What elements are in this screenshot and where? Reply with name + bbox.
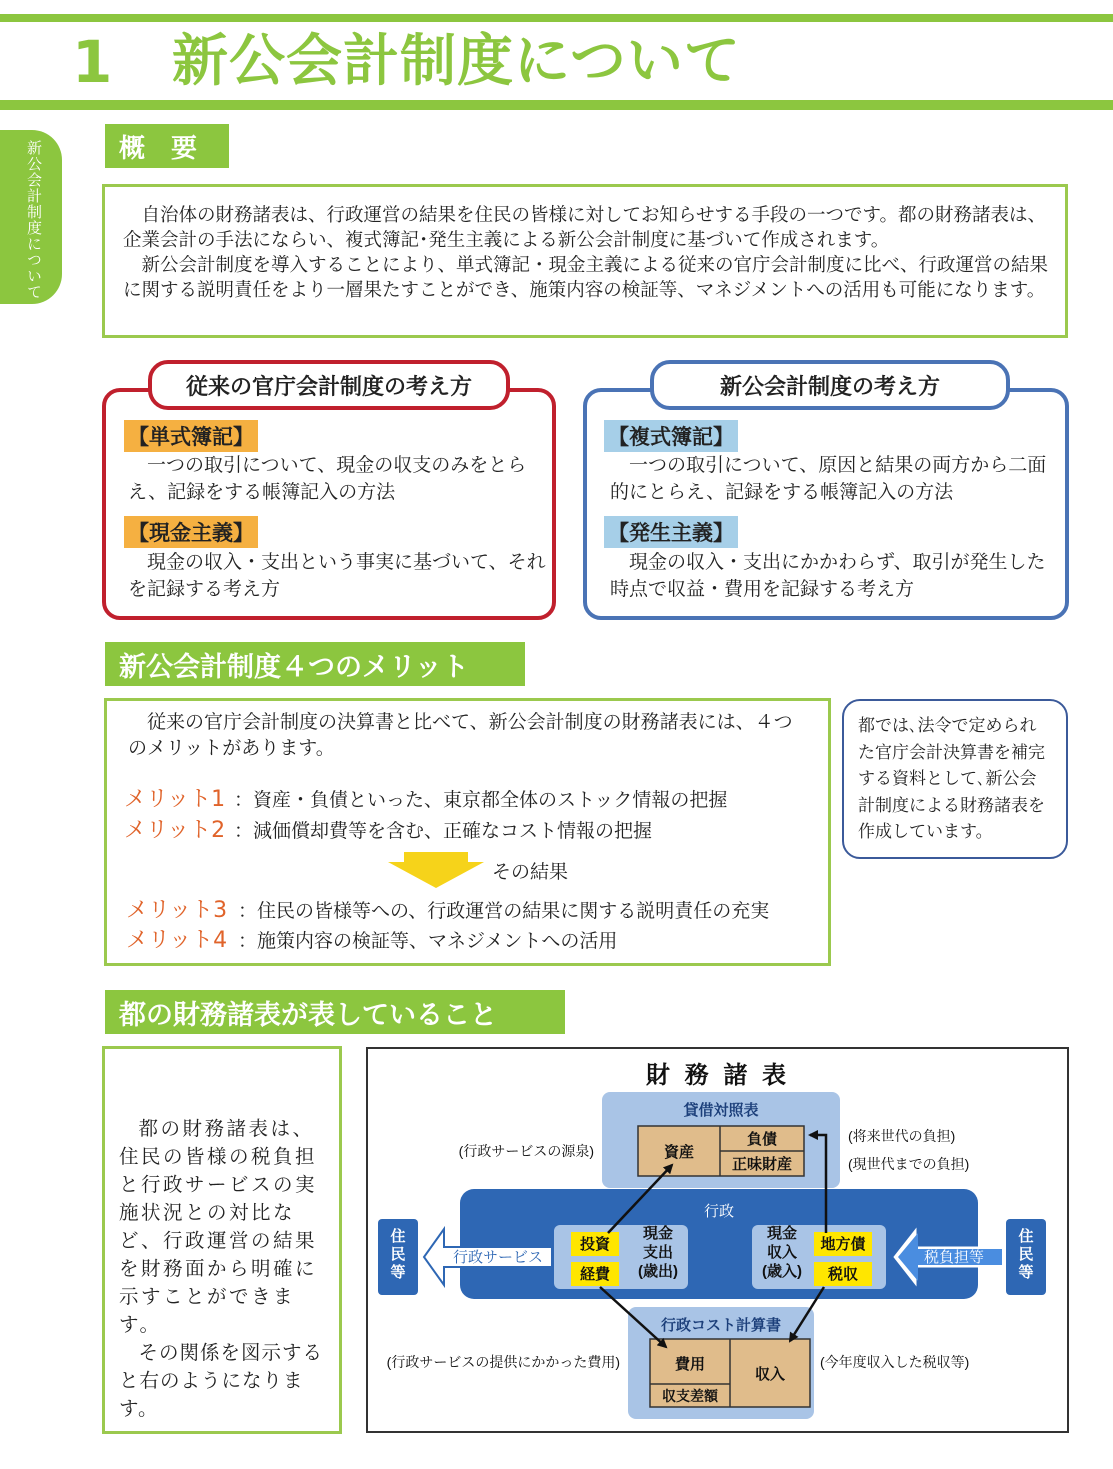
merit-1-text: ：資産・負債といった、東京都全体のストック情報の把握 [234, 789, 728, 811]
new-system-title-text: 新公会計制度の考え方 [719, 374, 940, 400]
merits-intro: 従来の官庁会計制度の決算書と比べて、新公会計制度の財務諸表には、４つのメリットがあります。 [128, 711, 793, 759]
overview-box [102, 184, 1068, 338]
header-bottom-bar [0, 100, 1113, 110]
future-burden-note: (将来世代の負担) [848, 1128, 956, 1144]
merits-note: 都では､法令で定められた官庁会計決算書を補完する資料として､新公会計制度による財務諸表を作成しています。 [842, 699, 1068, 859]
diagram-title: 財 務 諸 表 [645, 1062, 791, 1089]
cash-out-label: 現金支出(歳出) [638, 1225, 678, 1280]
merit-1-label: メリット1 [124, 787, 226, 812]
statements-text-2: その関係を図示すると右のようになります。 [119, 1341, 324, 1420]
overview-heading [105, 124, 229, 168]
residents-right-label: 住民等 [1018, 1228, 1034, 1281]
merits-heading [105, 642, 525, 686]
new-system-title [650, 360, 1010, 410]
cost-label: 費用 [674, 1356, 706, 1373]
statements-heading-text: 都の財務諸表が表していること [119, 999, 497, 1031]
revenue-label: 収入 [754, 1366, 786, 1383]
statements-heading [105, 990, 565, 1034]
result-arrow-icon [388, 852, 484, 888]
header-top-bar [0, 14, 1113, 22]
net-assets-label: 正味財産 [731, 1156, 793, 1173]
balance-label: 収支差額 [662, 1388, 718, 1404]
source-note: (行政サービスの源泉) [458, 1143, 594, 1159]
tax-revenue-label: 税収 [827, 1266, 859, 1283]
chapter-title: 新公会計制度について [172, 29, 741, 94]
side-tab-label: 新公会計制度について [25, 140, 43, 300]
old-system-desc-2: 現金の収入・支出という事実に基づいて、それを記録する考え方 [128, 551, 546, 600]
government-label: 行政 [703, 1203, 735, 1220]
merit-2-label: メリット2 [124, 818, 226, 843]
service-label: 行政サービス [452, 1249, 544, 1266]
cost-statement-title: 行政コスト計算書 [660, 1317, 782, 1334]
new-system-tag-1: 【複式簿記】 [604, 420, 738, 452]
overview-paragraph-2: 新公会計制度を導入することにより、単式簿記・現金主義による従来の官庁会計制度に比べ、行政運営の結果に関する説明責任をより一層果たすことができ、施策内容の検証等、マネジメントへの活用も可能になります。 [123, 255, 1049, 301]
statements-text-box [102, 1046, 342, 1434]
diagram-svg [368, 1049, 1067, 1431]
old-system-tag-2: 【現金主義】 [124, 516, 258, 548]
revenue-note: (今年度収入した税収等) [820, 1354, 970, 1370]
cash-in-label: 現金収入(歳入) [762, 1225, 802, 1280]
merit-3-text: ：住民の皆様等への、行政運営の結果に関する説明責任の充実 [238, 900, 770, 922]
balance-sheet-title: 貸借対照表 [683, 1102, 759, 1119]
new-system-desc-1: 一つの取引について、原因と結果の両方から二面的にとらえ、記録をする帳簿記入の方法 [610, 454, 1047, 503]
result-label: その結果 [492, 861, 569, 883]
chapter-number: 1 [72, 28, 113, 96]
merit-2-text: ：減価償却費等を含む、正確なコスト情報の把握 [234, 820, 653, 842]
old-system-title-text: 従来の官庁会計制度の考え方 [185, 374, 472, 400]
merit-3-label: メリット3 [126, 898, 228, 923]
local-bonds-label: 地方債 [820, 1236, 866, 1253]
cost-note: (行政サービスの提供にかかった費用) [386, 1354, 620, 1370]
merit-4-label: メリット4 [126, 928, 228, 953]
statements-text-1: 都の財務諸表は、住民の皆様の税負担と行政サービスの実施状況との対比など、行政運営の結果を財務面から明確に示すことができます。 [119, 1117, 318, 1336]
assets-label: 資産 [663, 1144, 695, 1161]
old-system-tag-1: 【単式簿記】 [124, 420, 258, 452]
expenses-label: 経費 [579, 1266, 611, 1283]
old-system-title [148, 360, 510, 410]
residents-left-label: 住民等 [390, 1228, 406, 1281]
new-system-tag-2: 【発生主義】 [604, 516, 738, 548]
overview-paragraph-1: 自治体の財務諸表は、行政運営の結果を住民の皆様に対してお知らせする手段の一つです。都の財務諸表は、企業会計の手法にならい、複式簿記･発生主義による新公会計制度に基づいて作成されます。 [123, 205, 1046, 251]
tax-burden-label: 税負担等 [923, 1249, 985, 1266]
merits-heading-text: 新公会計制度４つのメリット [119, 651, 469, 683]
new-system-desc-2: 現金の収入・支出にかかわらず、取引が発生した時点で収益・費用を記録する考え方 [610, 551, 1046, 600]
liabilities-label: 負債 [746, 1131, 778, 1148]
overview-heading-text: 概 要 [119, 133, 198, 164]
financial-statements-diagram [366, 1047, 1069, 1433]
old-system-desc-1: 一つの取引について、現金の収支のみをとらえ、記録をする帳簿記入の方法 [128, 454, 527, 503]
investment-label: 投資 [579, 1236, 611, 1253]
current-burden-note: (現世代までの負担) [848, 1156, 970, 1172]
merit-4-text: ：施策内容の検証等、マネジメントへの活用 [238, 930, 618, 952]
